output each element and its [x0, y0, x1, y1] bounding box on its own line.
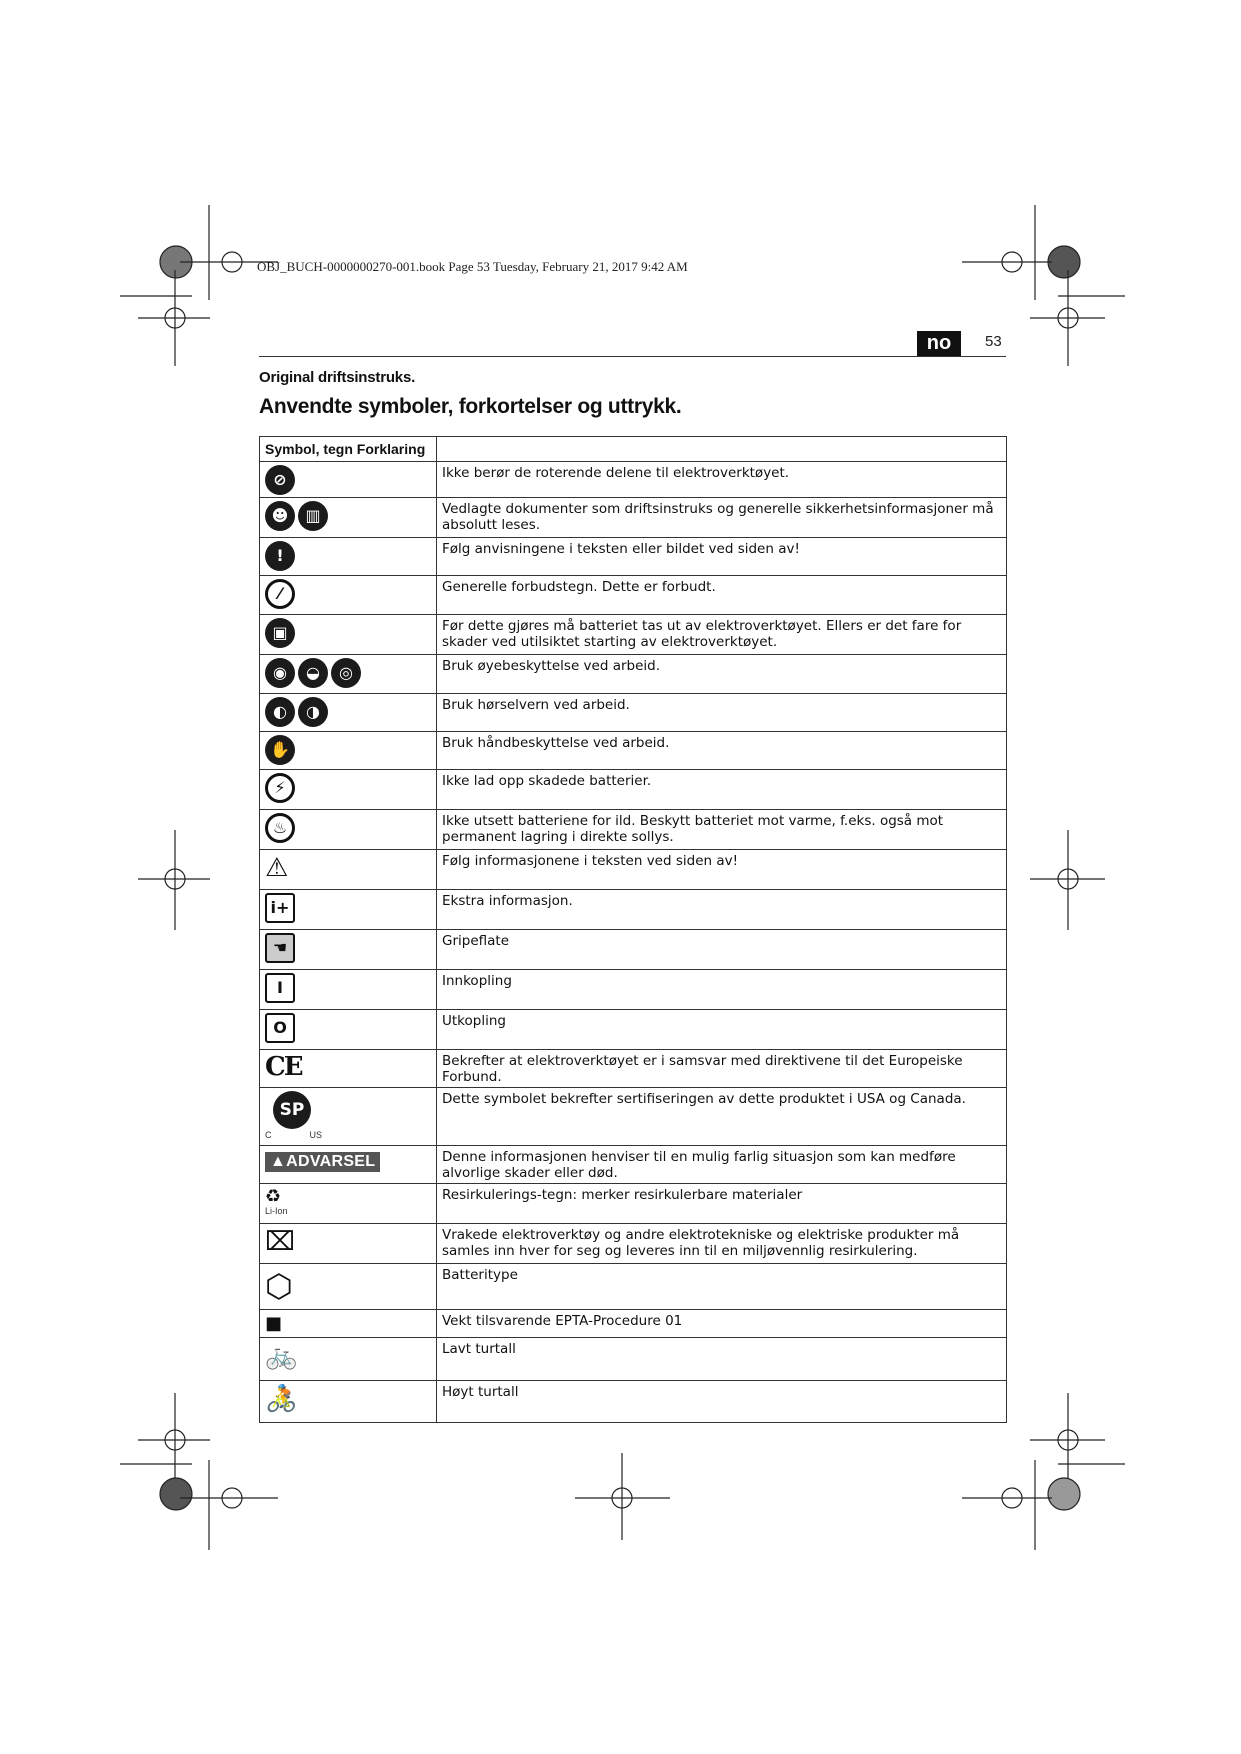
- row-description: Bruk hørselvern ved arbeid.: [437, 694, 1007, 732]
- prohibition-icon: ⁄: [265, 579, 295, 609]
- table-row: [260, 615, 1007, 655]
- row-description: Bruk øyebeskyttelse ved arbeid.: [437, 655, 1007, 694]
- row-description: Ekstra informasjon.: [437, 890, 1007, 930]
- header-rule: [259, 356, 1006, 357]
- ce-mark-icon: CE: [265, 1052, 302, 1082]
- exclamation-icon: !: [265, 541, 295, 571]
- bicycle-slow-icon: 🚲: [265, 1341, 298, 1371]
- table-row: [260, 694, 1007, 732]
- row-description: Generelle forbudstegn. Dette er forbudt.: [437, 576, 1007, 615]
- table-row: [260, 1381, 1007, 1423]
- read-manual-icon: ☻: [265, 501, 295, 531]
- open-book-icon: ▥: [298, 501, 328, 531]
- table-row: [260, 498, 1007, 538]
- table-row: [260, 1264, 1007, 1310]
- table-row: [260, 1050, 1007, 1088]
- csa-us-label: US: [309, 1130, 323, 1140]
- no-fire-icon: ♨: [265, 813, 295, 843]
- table-row: [260, 732, 1007, 770]
- print-file-header: OBJ_BUCH-0000000270-001.book Page 53 Tuesday, February 21, 2017 9:42 AM: [257, 259, 688, 274]
- table-row: [260, 576, 1007, 615]
- row-description: Bekrefter at elektroverktøyet er i samsvar med direktivene til det Europeiske Forbund.: [437, 1050, 1007, 1088]
- row-description: Utkopling: [437, 1010, 1007, 1050]
- switch-on-icon: I: [265, 973, 295, 1003]
- table-row: [260, 930, 1007, 970]
- warning-triangle-icon: ⚠: [265, 853, 289, 883]
- section-title: Anvendte symboler, forkortelser og uttrykk.: [259, 395, 682, 418]
- row-description: Vedlagte dokumenter som driftsinstruks og generelle sikkerhetsinformasjoner må absolutt leses.: [437, 498, 1007, 538]
- csa-mark-icon: SP: [273, 1091, 311, 1129]
- li-ion-label: Li-Ion: [265, 1206, 288, 1216]
- table-row: [260, 1338, 1007, 1381]
- table-row: [260, 462, 1007, 498]
- row-description: Bruk håndbeskyttelse ved arbeid.: [437, 732, 1007, 770]
- row-description: Ikke berør de roterende delene til elektroverktøyet.: [437, 462, 1007, 498]
- bicycle-fast-icon: 🚴: [265, 1384, 298, 1414]
- switch-off-icon: O: [265, 1013, 295, 1043]
- row-description: Batteritype: [437, 1264, 1007, 1310]
- gloves-icon: ✋: [265, 735, 295, 765]
- row-description: Ikke utsett batteriene for ild. Beskytt batteriet mot varme, f.eks. også mot permanent lagring i direkte sollys.: [437, 810, 1007, 850]
- row-description: Innkopling: [437, 970, 1007, 1010]
- symbols-table: [259, 436, 1007, 1423]
- row-description: Følg informasjonene i teksten ved siden av!: [437, 850, 1007, 890]
- no-touch-rotating-icon: ⊘: [265, 465, 295, 495]
- row-description: Vekt tilsvarende EPTA-Procedure 01: [437, 1310, 1007, 1338]
- remove-battery-icon: ▣: [265, 618, 295, 648]
- document-subtitle: Original driftsinstruks.: [259, 369, 416, 386]
- table-row: [260, 1088, 1007, 1146]
- table-row: [260, 1146, 1007, 1184]
- row-description: Før dette gjøres må batteriet tas ut av elektroverktøyet. Ellers er det fare for skader ved utilsiktet starting av elektroverktøyet.: [437, 615, 1007, 655]
- row-description: Denne informasjonen henviser til en mulig farlig situasjon som kan medføre alvorlige skader eller død.: [437, 1146, 1007, 1184]
- safety-glasses-icon: ◉: [265, 658, 295, 688]
- table-row: [260, 970, 1007, 1010]
- hearing-protection-icon: ◐: [265, 697, 295, 727]
- table-header: Symbol, tegn Forklaring: [260, 437, 437, 462]
- table-row: [260, 1224, 1007, 1264]
- no-charging-damaged-icon: ⚡: [265, 773, 295, 803]
- table-row: [260, 1010, 1007, 1050]
- face-shield-icon: ◒: [298, 658, 328, 688]
- table-row: [260, 538, 1007, 576]
- table-row: [260, 890, 1007, 930]
- table-header-row: [260, 437, 1007, 462]
- table-row: [260, 1184, 1007, 1224]
- advarsel-label: ▲ADVARSEL: [265, 1152, 380, 1172]
- grip-surface-icon: ☚: [265, 933, 295, 963]
- row-description: Dette symbolet bekrefter sertifiseringen av dette produktet i USA og Canada.: [437, 1088, 1007, 1146]
- ear-muffs-icon: ◑: [298, 697, 328, 727]
- weee-bin-icon: ⌧: [265, 1227, 295, 1257]
- recycling-icon: ♻: [265, 1186, 282, 1207]
- table-row: [260, 1310, 1007, 1338]
- table-row: [260, 655, 1007, 694]
- weight-icon: ■: [265, 1313, 283, 1334]
- language-badge: no: [917, 331, 961, 356]
- row-description: Gripeflate: [437, 930, 1007, 970]
- row-description: Høyt turtall: [437, 1381, 1007, 1423]
- page-number: 53: [985, 333, 1002, 350]
- table-row: [260, 770, 1007, 810]
- row-description: Vrakede elektroverktøy og andre elektrotekniske og elektriske produkter må samles inn hver for seg og leveres inn til en miljøvennlig resirkulering.: [437, 1224, 1007, 1264]
- row-description: Lavt turtall: [437, 1338, 1007, 1381]
- table-header-spacer: [437, 437, 1007, 462]
- table-row: [260, 850, 1007, 890]
- goggles-icon: ◎: [331, 658, 361, 688]
- info-icon: i+: [265, 893, 295, 923]
- csa-c-label: C: [265, 1130, 272, 1140]
- battery-icon: ⬡: [265, 1267, 293, 1305]
- table-row: [260, 810, 1007, 850]
- row-description: Følg anvisningene i teksten eller bildet ved siden av!: [437, 538, 1007, 576]
- row-description: Resirkulerings-tegn: merker resirkulerbare materialer: [437, 1184, 1007, 1224]
- row-description: Ikke lad opp skadede batterier.: [437, 770, 1007, 810]
